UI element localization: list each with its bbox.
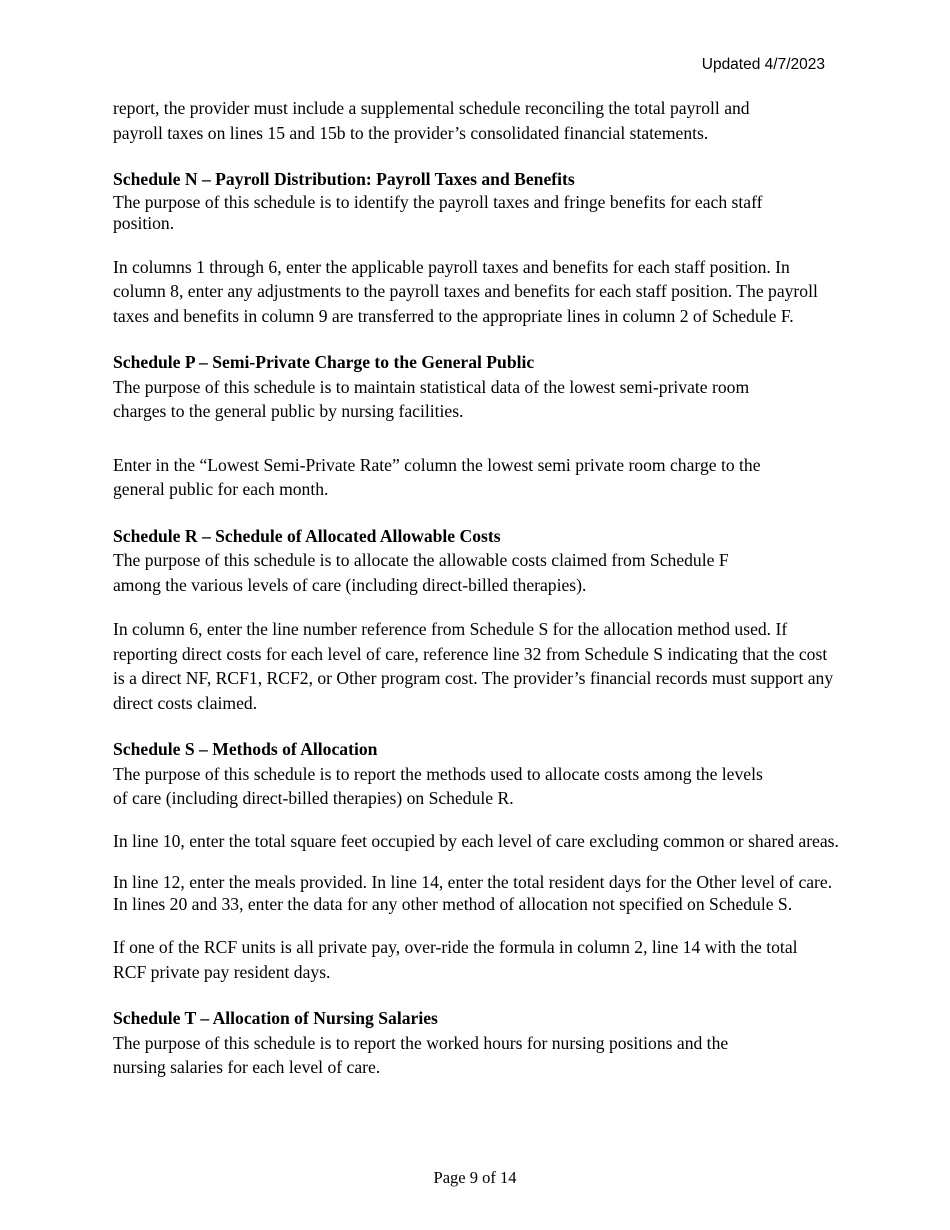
schedule-r-heading: Schedule R – Schedule of Allocated Allowable Costs bbox=[113, 525, 501, 546]
schedule-s-paragraph-1: In line 10, enter the total square feet occupied by each level of care excluding common or shared areas. bbox=[113, 830, 839, 851]
schedule-n-purpose: The purpose of this schedule is to identify the payroll taxes and fringe benefits for each staff position. bbox=[113, 191, 763, 233]
schedule-p-purpose: The purpose of this schedule is to maintain statistical data of the lowest semi-private room charges to the general public by nursing facilities. bbox=[113, 376, 750, 421]
schedule-p-heading: Schedule P – Semi-Private Charge to the General Public bbox=[113, 352, 535, 372]
schedule-r-paragraph: In column 6, enter the line number reference from Schedule S for the allocation method used. If reporting direct costs for each level of care, reference line 32 from Schedule S indicating that the cost is a direct NF, RCF1, RCF2, or Other program cost. The provider’s financial records must support any direct costs claimed. bbox=[113, 619, 834, 713]
schedule-t-purpose: The purpose of this schedule is to report the worked hours for nursing positions and the nursing salaries for each level of care. bbox=[113, 1032, 729, 1077]
schedule-n-heading: Schedule N – Payroll Distribution: Payroll Taxes and Benefits bbox=[113, 169, 575, 189]
page-number: Page 9 of 14 bbox=[433, 1168, 517, 1187]
schedule-t-heading: Schedule T – Allocation of Nursing Salaries bbox=[113, 1008, 438, 1028]
updated-date: Updated 4/7/2023 bbox=[701, 56, 825, 73]
schedule-s-paragraph-3: If one of the RCF units is all private pay, over-ride the formula in column 2, line 14 with the total RCF private pay resident days. bbox=[113, 937, 798, 982]
schedule-p-paragraph: Enter in the “Lowest Semi-Private Rate” column the lowest semi private room charge to the general public for each month. bbox=[113, 454, 761, 499]
schedule-r-purpose: The purpose of this schedule is to allocate the allowable costs claimed from Schedule F among the various levels of care (including direct-billed therapies). bbox=[113, 550, 729, 595]
schedule-s-purpose: The purpose of this schedule is to report the methods used to allocate costs among the levels of care (including direct-billed therapies) on Schedule R. bbox=[113, 763, 763, 808]
schedule-s-heading: Schedule S – Methods of Allocation bbox=[113, 739, 378, 759]
intro-paragraph: report, the provider must include a supplemental schedule reconciling the total payroll and payroll taxes on lines 15 and 15b to the provider’s consolidated financial statements. bbox=[113, 98, 750, 143]
schedule-n-paragraph: In columns 1 through 6, enter the applicable payroll taxes and benefits for each staff position. In column 8, enter any adjustments to the payroll taxes and benefits for each staff position. The payroll taxes and benefits in column 9 are transferred to the appropriate lines in column 2 of Schedule F. bbox=[113, 256, 818, 326]
document-body bbox=[113, 96, 843, 1080]
schedule-s-paragraph-2: In line 12, enter the meals provided. In line 14, enter the total resident days for the Other level of care. In lines 20 and 33, enter the data for any other method of allocation not specified on Schedule S. bbox=[113, 872, 833, 914]
